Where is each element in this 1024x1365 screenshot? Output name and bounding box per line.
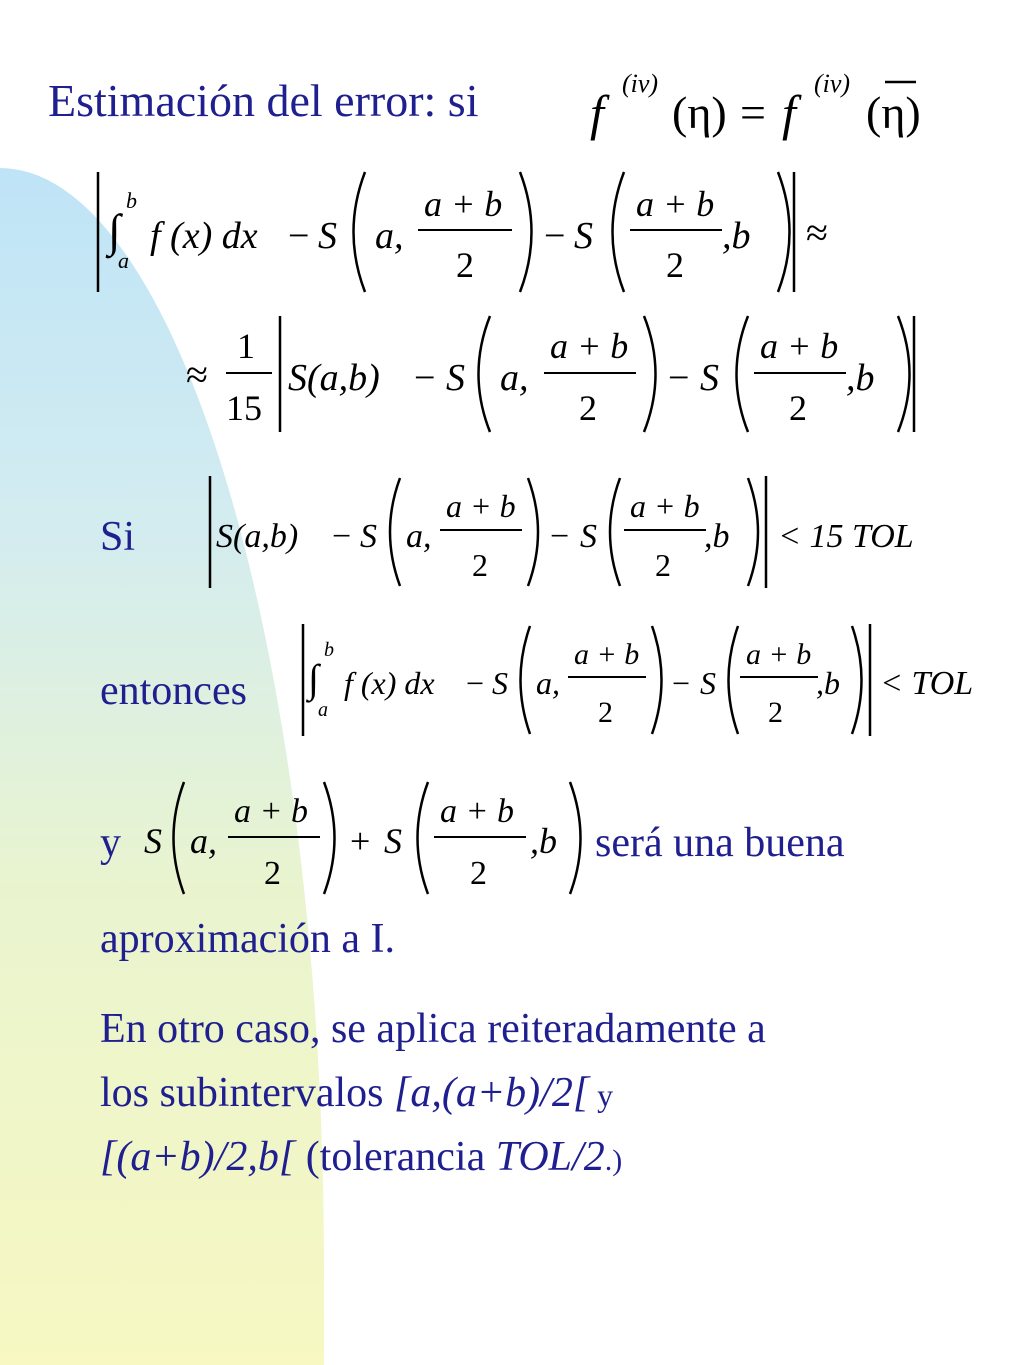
y-connector: y [589, 1077, 614, 1113]
f-symbol-2: f [782, 85, 796, 141]
paren-open-3b [610, 478, 620, 586]
s-1b: S [574, 215, 593, 257]
minus-3a: − [332, 518, 352, 555]
paren-open-3a [390, 478, 400, 586]
approx-1: ≈ [806, 210, 828, 255]
interval-right: [(a+b)/2,b[ [100, 1134, 296, 1180]
paren-open-4a [521, 626, 531, 734]
tol-close: .) [604, 1144, 623, 1177]
a-comma-4: a, [536, 665, 560, 701]
a-comma-2: a, [500, 357, 529, 399]
int-upper-1: b [126, 188, 137, 213]
comma-b-3: ,b [704, 518, 730, 555]
numer-4b: a + b [746, 638, 812, 671]
int-lower-1: a [118, 248, 129, 273]
paren-open-1a [354, 172, 366, 292]
denom-2b: 2 [789, 388, 807, 428]
minus-3b: − [550, 518, 570, 555]
title-formula [590, 69, 921, 141]
denom-fifteen: 15 [226, 388, 262, 428]
iv-superscript-2: (iv) [814, 69, 851, 98]
integrand-4: f (x) dx [344, 665, 435, 701]
paren-open-2a [479, 316, 491, 432]
paren-close-2b [898, 316, 910, 432]
paren-close-4a [652, 626, 662, 734]
s-3a: S [360, 518, 377, 555]
s-1a: S [318, 215, 337, 257]
numer-1b: a + b [636, 184, 715, 224]
s-4b: S [700, 665, 716, 701]
comma-b-5: ,b [530, 821, 557, 861]
int-lower-4: a [318, 699, 328, 721]
paren-open-5a [174, 782, 185, 894]
numer-4a: a + b [574, 638, 640, 671]
numer-one: 1 [237, 326, 255, 366]
tol-half: TOL/2 [495, 1134, 605, 1180]
comma-b-4: ,b [816, 665, 840, 701]
numer-3a: a + b [446, 488, 516, 524]
paren-close-1b [778, 172, 790, 292]
a-comma-5: a, [190, 821, 217, 861]
paren-open-2b [737, 316, 749, 432]
lt-15-tol: < 15 TOL [778, 518, 914, 555]
minus-1a: − [288, 215, 310, 257]
equals-sign: = [740, 87, 766, 138]
entonces-label: entonces [100, 668, 247, 714]
numer-5a: a + b [234, 793, 308, 830]
equation-1 [98, 172, 828, 292]
denom-3a: 2 [472, 547, 488, 583]
s-2a: S [446, 357, 465, 399]
integral-sign-4: ∫ [308, 656, 319, 701]
comma-b-1: ,b [722, 215, 751, 257]
denom-4b: 2 [768, 696, 783, 729]
denom-5a: 2 [264, 855, 281, 892]
eta-arg: (η) [672, 87, 727, 138]
los-subintervalos-text: los subintervalos [100, 1070, 394, 1116]
equation-5 [144, 782, 581, 894]
minus-2b: − [668, 357, 690, 399]
numer-5b: a + b [440, 793, 514, 830]
denom-5b: 2 [470, 855, 487, 892]
int-upper-4: b [324, 639, 334, 661]
f-symbol-1: f [590, 85, 604, 141]
iv-superscript-1: (iv) [622, 69, 659, 98]
paren-close-3a [528, 478, 538, 586]
minus-1b: − [544, 215, 566, 257]
y-label: y [100, 820, 121, 866]
numer-1a: a + b [424, 184, 503, 224]
slide-title: Estimación del error: si [48, 75, 479, 126]
equation-2 [186, 316, 914, 432]
paren-close-2a [644, 316, 656, 432]
numer-3b: a + b [630, 488, 700, 524]
equation-3 [210, 476, 914, 588]
a-comma-1: a, [375, 215, 404, 257]
aproximacion-text: aproximación a I. [100, 916, 396, 962]
s-3b: S [580, 518, 597, 555]
denom-4a: 2 [598, 696, 613, 729]
paren-close-5b [570, 782, 581, 894]
s-5b: S [384, 821, 402, 861]
s-5a: S [144, 821, 162, 861]
equation-4 [303, 624, 973, 736]
paren-close-3b [748, 478, 758, 586]
paren-close-1a [520, 172, 532, 292]
denom-1b: 2 [666, 245, 684, 285]
approx-2: ≈ [186, 352, 208, 397]
lt-tol: < TOL [880, 665, 974, 702]
numer-2a: a + b [550, 326, 629, 366]
interval-left: [a,(a+b)/2[ [393, 1070, 590, 1116]
denom-3b: 2 [655, 547, 671, 583]
integral-sign-1: ∫ [108, 205, 121, 256]
integrand-1: f (x) dx [150, 215, 258, 257]
sera-text: será una buena [595, 820, 845, 866]
s-2b: S [700, 357, 719, 399]
minus-2a: − [414, 357, 436, 399]
minus-4b: − [672, 665, 691, 701]
minus-4a: − [466, 665, 485, 701]
a-comma-3: a, [406, 518, 432, 555]
sab-2: S(a,b) [288, 357, 380, 399]
eta-bar-arg: (η) [866, 87, 921, 138]
comma-b-2: ,b [846, 357, 875, 399]
paren-open-4b [729, 626, 739, 734]
tolerancia-open: (tolerancia [295, 1134, 496, 1180]
numer-2b: a + b [760, 326, 839, 366]
s-4a: S [492, 665, 508, 701]
en-otro-caso-line: En otro caso, se aplica reiteradamente a [100, 1006, 766, 1052]
plus-5: + [350, 821, 371, 861]
paren-open-1b [613, 172, 625, 292]
sab-3: S(a,b) [216, 518, 299, 555]
denom-1a: 2 [456, 245, 474, 285]
denom-2a: 2 [579, 388, 597, 428]
si-label: Si [100, 514, 136, 560]
paren-close-5a [324, 782, 335, 894]
paren-open-5b [418, 782, 429, 894]
paren-close-4b [852, 626, 862, 734]
